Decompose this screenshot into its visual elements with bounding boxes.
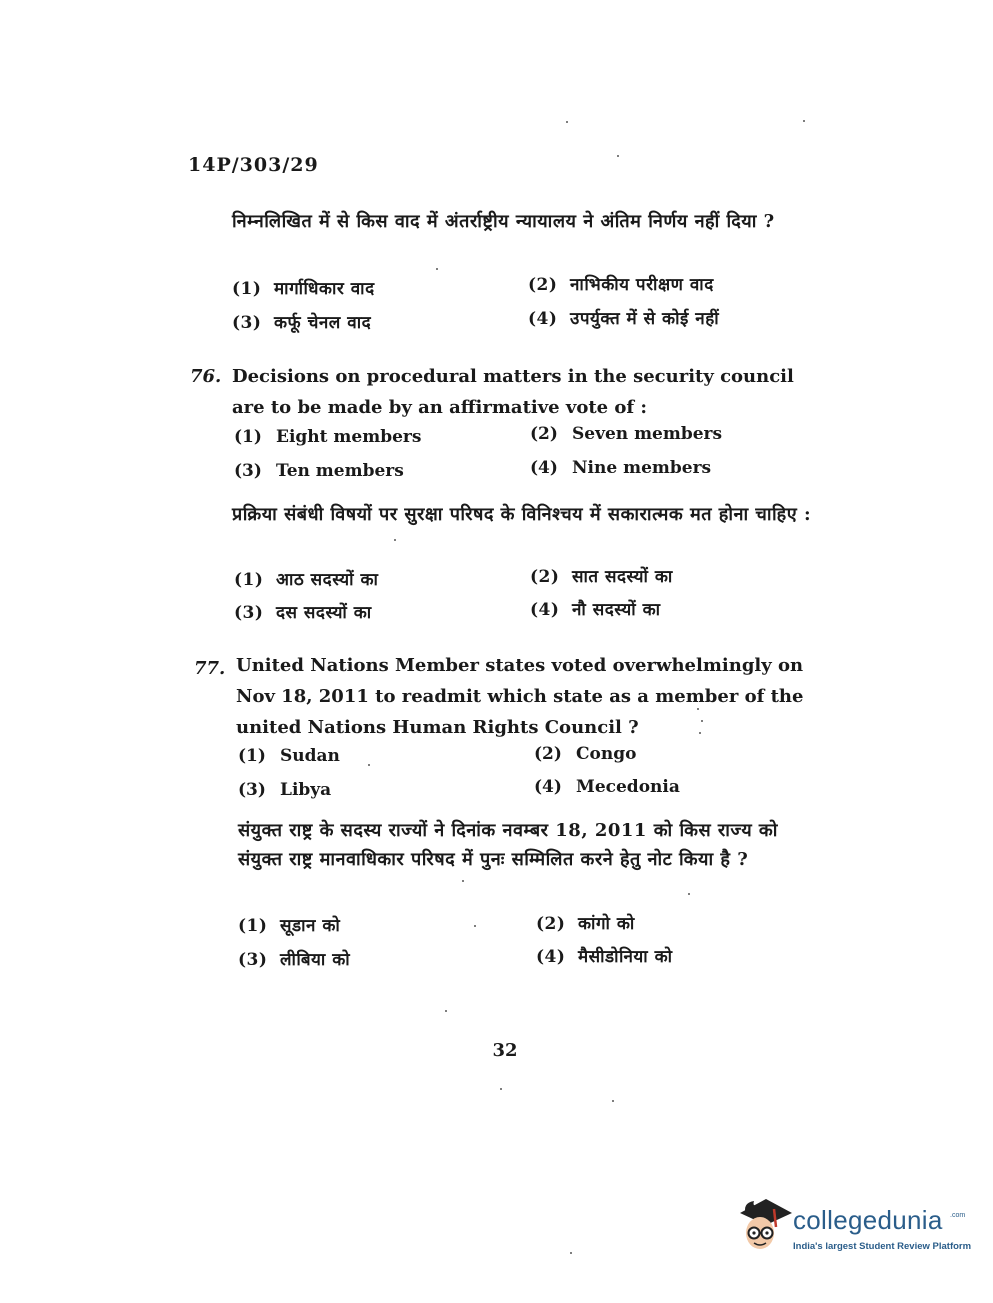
option-text: नौ सदस्यों का bbox=[572, 600, 661, 620]
scan-speck bbox=[462, 880, 464, 882]
q76-option-1 bbox=[234, 427, 421, 447]
option-number: (3) bbox=[232, 313, 262, 333]
q77-hindi-option-4 bbox=[536, 944, 673, 967]
q77-number: 77. bbox=[194, 658, 226, 679]
option-number: (4) bbox=[530, 600, 560, 620]
scan-speck bbox=[699, 732, 701, 734]
option-number: (2) bbox=[530, 424, 558, 444]
q75-hindi-option-3 bbox=[232, 310, 371, 333]
q77-hindi-option-2 bbox=[536, 911, 635, 934]
scan-speck bbox=[436, 268, 438, 270]
scan-speck bbox=[697, 708, 699, 710]
q75-hindi-option-4 bbox=[528, 306, 719, 329]
scan-speck bbox=[803, 120, 805, 122]
logo-name: collegedunia bbox=[793, 1205, 943, 1235]
option-text: Seven members bbox=[572, 424, 723, 444]
q77-option-3 bbox=[238, 780, 331, 800]
option-text: Nine members bbox=[572, 458, 712, 478]
option-text: उपर्युक्त में से कोई नहीं bbox=[570, 309, 720, 329]
option-number: (1) bbox=[232, 279, 262, 299]
q76-question: Decisions on procedural matters in the security council are to be made by an affirmative vote of : bbox=[232, 366, 794, 418]
option-number: (4) bbox=[528, 309, 558, 329]
scan-speck bbox=[394, 539, 396, 541]
option-number: (2) bbox=[530, 567, 560, 587]
option-number: (4) bbox=[530, 458, 558, 478]
q76-option-3 bbox=[234, 461, 404, 481]
q76-option-2 bbox=[530, 424, 722, 444]
q77-hindi-option-1 bbox=[238, 913, 340, 936]
option-number: (1) bbox=[234, 427, 262, 447]
scan-speck bbox=[570, 1252, 572, 1254]
option-text: दस सदस्यों का bbox=[276, 603, 372, 623]
option-number: (3) bbox=[234, 461, 262, 481]
q77-option-4 bbox=[534, 777, 680, 797]
scan-speck bbox=[612, 1100, 614, 1102]
q77-hindi-question: संयुक्त राष्ट्र के सदस्य राज्यों ने दिनांक नवम्बर 18, 2011 को किस राज्य को संयुक्त राष्ट्र मानवाधिकार परिषद में पुनः सम्मिलित करने हेतु नोट किया है ? bbox=[238, 820, 778, 870]
option-text: नाभिकीय परीक्षण वाद bbox=[570, 275, 714, 295]
option-number: (2) bbox=[534, 744, 562, 764]
option-number: (1) bbox=[238, 916, 268, 936]
option-number: (1) bbox=[238, 746, 266, 766]
option-number: (2) bbox=[536, 914, 566, 934]
option-text: सात सदस्यों का bbox=[572, 567, 673, 587]
option-number: (4) bbox=[536, 947, 566, 967]
option-text: Congo bbox=[576, 744, 637, 764]
option-text: Ten members bbox=[276, 461, 404, 481]
scan-speck bbox=[368, 764, 370, 766]
option-number: (2) bbox=[528, 275, 558, 295]
option-text: लीबिया को bbox=[280, 950, 351, 970]
option-number: (4) bbox=[534, 777, 562, 797]
q76-hindi-option-2 bbox=[530, 564, 673, 587]
option-text: सूडान को bbox=[280, 916, 341, 936]
scan-speck bbox=[566, 121, 568, 123]
option-text: आठ सदस्यों का bbox=[276, 570, 379, 590]
q75-hindi-option-1 bbox=[232, 276, 375, 299]
scan-speck bbox=[445, 1010, 447, 1012]
option-number: (3) bbox=[234, 603, 264, 623]
scan-speck bbox=[474, 925, 476, 927]
option-number: (3) bbox=[238, 950, 268, 970]
paper-code: 14P/303/29 bbox=[188, 154, 319, 176]
option-text: मार्गाधिकार वाद bbox=[274, 279, 375, 299]
page-number: 32 bbox=[492, 1040, 518, 1061]
option-text: कर्फू चेनल वाद bbox=[274, 313, 372, 333]
logo-domain-suffix: .com bbox=[950, 1212, 966, 1219]
option-text: Sudan bbox=[280, 746, 340, 766]
option-text: Eight members bbox=[276, 427, 422, 447]
scan-speck bbox=[617, 155, 619, 157]
q76-number: 76. bbox=[190, 366, 222, 387]
option-text: Libya bbox=[280, 780, 332, 800]
q76-hindi-option-1 bbox=[234, 567, 378, 590]
q77-option-2 bbox=[534, 744, 636, 764]
collegedunia-logo-icon bbox=[736, 1195, 792, 1257]
q76-hindi-option-3 bbox=[234, 600, 372, 623]
option-text: कांगो को bbox=[578, 914, 635, 934]
q77-question: United Nations Member states voted overwhelmingly on Nov 18, 2011 to readmit which state as a member of the united Nations Human Rights Council ? bbox=[236, 655, 804, 738]
q75-hindi-option-2 bbox=[528, 272, 714, 295]
q77-option-1 bbox=[238, 746, 340, 766]
option-number: (3) bbox=[238, 780, 266, 800]
option-text: मैसीडोनिया को bbox=[578, 947, 673, 967]
q76-hindi-question: प्रक्रिया संबंधी विषयों पर सुरक्षा परिषद के विनिश्चय में सकारात्मक मत होना चाहिए : bbox=[232, 504, 812, 525]
option-text: Mecedonia bbox=[576, 777, 680, 797]
scan-speck bbox=[500, 1088, 502, 1090]
q76-hindi-option-4 bbox=[530, 597, 661, 620]
q75-hindi-question: निम्नलिखित में से किस वाद में अंतर्राष्ट्रीय न्यायालय ने अंतिम निर्णय नहीं दिया ? bbox=[232, 211, 775, 232]
q76-option-4 bbox=[530, 458, 711, 478]
scan-speck bbox=[688, 893, 690, 895]
logo-tagline: India's largest Student Review Platform bbox=[793, 1241, 972, 1252]
scan-speck bbox=[701, 720, 703, 722]
option-number: (1) bbox=[234, 570, 264, 590]
q77-hindi-option-3 bbox=[238, 947, 350, 970]
